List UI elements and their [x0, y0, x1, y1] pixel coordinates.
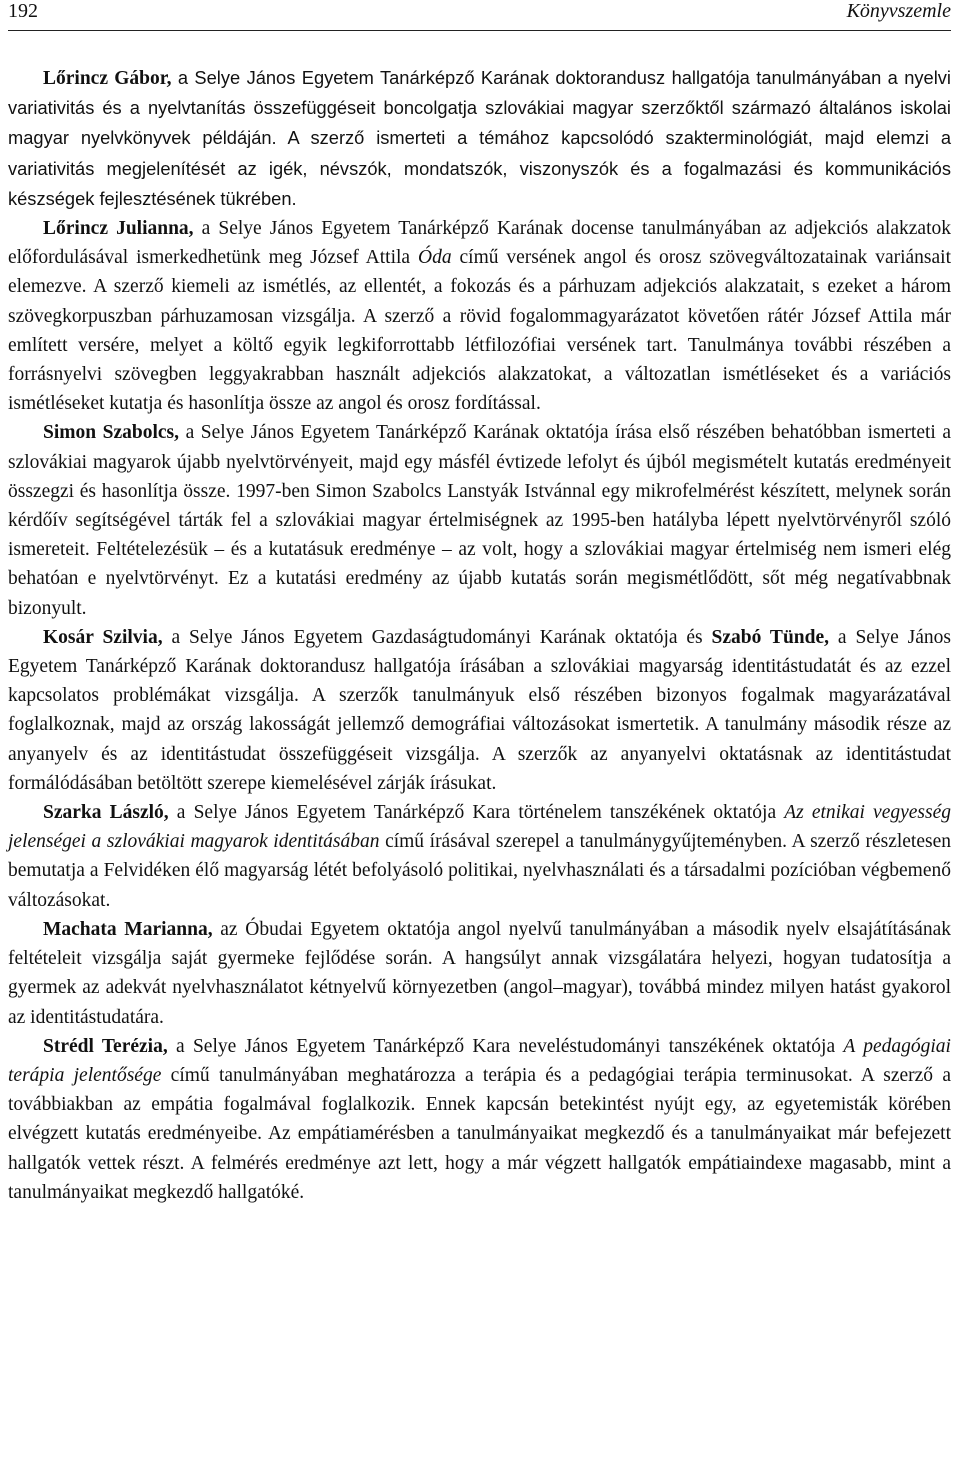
paragraph-lorincz-julianna — [8, 214, 951, 418]
paragraph-text: című írásával szerepel a tanulmánygyűjteményben. A szerző részletesen bemutatja a Felvidéken élő magyarság létét befolyásoló politikai, nyelvhasználati és a társadalmi pozícióban végbemenő változásokat. — [8, 831, 951, 911]
author-name: Simon Szabolcs, — [43, 422, 180, 444]
paragraph-lorincz-gabor — [8, 63, 951, 214]
author-name: Machata Marianna, — [43, 918, 213, 940]
author-name: Strédl Terézia, — [43, 1035, 168, 1057]
work-title: Óda — [417, 247, 452, 269]
author-name: Szabó Tünde, — [711, 626, 830, 648]
paragraph-stredl-terezia — [8, 1032, 951, 1207]
paragraph-machata-marianna — [8, 915, 951, 1032]
paragraph-text: című tanulmányában meghatározza a terápia és a pedagógiai terápia terminusokat. A szerző a továbbiakban az empátia fogalmával foglalkozik. Ennek kapcsán betekintést nyújt egy, az egyetemisták körében elvégzett kutatás eredményeibe. Az empátiamérésben a tanulmányaikat megkezdő és a tanulmányaikat már befejezett hallgatók vettek részt. A felmérés eredménye azt lett, hogy a már végzett hallgatók empátiaindexe magasabb, mint a tanulmányaikat megkezdő hallgatóké. — [8, 1064, 952, 1203]
paragraph-text: a Selye János Egyetem Tanárképző Kara neveléstudományi tanszékének oktatója — [167, 1035, 844, 1057]
paragraph-simon-szabolcs — [8, 418, 951, 622]
author-name: Lőrincz Julianna, — [43, 218, 194, 240]
paragraph-kosar-szabo — [8, 623, 951, 798]
work-title: A pedagógiai terápia jelentősége — [8, 1035, 951, 1086]
paragraph-text: a Selye János Egyetem Tanárképző Karának docense tanulmányában az adjekciós alakzatok előfordulásával ismerkedhetünk meg József Attila — [8, 218, 951, 269]
paragraph-text: a Selye János Egyetem Tanárképző Karának doktorandusz hallgatója tanulmányában a nyelvi variativitás és a nyelvtanítás összefüggéseit boncolgatja szlovákiai magyar szerzőktől származó általános iskolai magyar nyelvkönyvek példáján. A szerző ismerteti a témához kapcsolódó szakterminológiát, majd elemzi a variativitás megjelenítését az igék, névszók, mondatszók, viszonyszók és a fogalmazási és kommunikációs készségek fejlesztésének tükrében. — [8, 67, 951, 209]
review-body — [8, 63, 951, 1207]
paragraph-text: a Selye János Egyetem Tanárképző Karának oktatója írása első részében behatóbban ismerteti a szlovákiai magyarok újabb nyelvtörvényeit, majd egy másfél évtizede lefolyt és újból megismételt kutatás eredményeit összegzi és hasonlítja össze. 1997-ben Simon Szabolcs Lanstyák Istvánnal egy mikrofelmérést készített, melynek során kérdőív segítségével tárták fel a szlovákiai magyar értelmiségnek az 1995-ben hatályba lépett nyelvtörvényről szóló ismereteit. Feltételezésük – és a kutatásuk eredménye – az volt, hogy a szlovákiai magyar értelmiség nem ismeri elég behatóan e nyelvtörvényt. Ez a kutatási eredmény az újabb kutatás során megismétlődött, sőt még negatívabbnak bizonyult. — [8, 422, 951, 619]
paragraph-szarka-laszlo — [8, 798, 951, 915]
work-title: Az etnikai vegyesség jelenségei a szlovákiai magyarok identitásában — [8, 802, 952, 853]
author-name: Kosár Szilvia, — [43, 626, 163, 648]
paragraph-text: című versének angol és orosz szövegváltozatainak variánsait elemezve. A szerző kiemeli az ismétlés, az ellentét, a fokozás és a párhuzam adjekciós alakzatait, s ezeket a három szövegkorpuszban párhuzamosan vizsgálja. A szerző a rövid fogalommagyarázatot követően rátér József Attila már említett versére, melyet a költő egyik legkiforrottabb létfilozófiai versének tart. Tanulmánya további részében a forrásnyelvi szövegben leggyakrabban használt adjekciós alakzatokat, a változatlan ismétléseket és a variációs ismétléseket kutatja és hasonlítja össze az angol és orosz fordítással. — [8, 247, 951, 415]
paragraph-text: a Selye János Egyetem Gazdaságtudományi Karának oktatója és — [162, 626, 712, 648]
paragraph-text: az Óbudai Egyetem oktatója angol nyelvű tanulmányában a második nyelv elsajátításának feltételeit vizsgálja saját gyermeke fejlődése során. A hangsúlyt annak vizsgálatára helyezi, hogyan tudatosítja a gyermek az adekvát nyelvhasználatot kétnyelvű környezetben (angol–magyar), továbbá mindez milyen hatást gyakorol az identitástudatára. — [8, 918, 951, 1028]
paragraph-text: a Selye János Egyetem Tanárképző Kara történelem tanszékének oktatója — [168, 802, 785, 824]
running-header — [8, 0, 951, 31]
running-title: Könyvszemle — [846, 0, 951, 22]
author-name: Szarka László, — [43, 802, 169, 824]
author-name: Lőrincz Gábor, — [43, 68, 172, 89]
paragraph-text: a Selye János Egyetem Tanárképző Karának doktorandusz hallgatója írásában a szlovákiai magyarság identitástudatát és az ezzel kapcsolatos problémákat vizsgálja. A szerzők tanulmányuk első részében bizonyos fogalmak magyarázatával foglalkoznak, majd az ország lakosságát jellemző demográfiai változásokat ismertetik. A tanulmány második része az anyanyelv és az identitástudat összefüggéseit vizsgálja. A szerzők az anyanyelvi oktatásnak az identitástudat formálódásában betöltött szerepe kiemelésével zárják írásukat. — [8, 626, 952, 794]
page-number: 192 — [8, 0, 38, 22]
